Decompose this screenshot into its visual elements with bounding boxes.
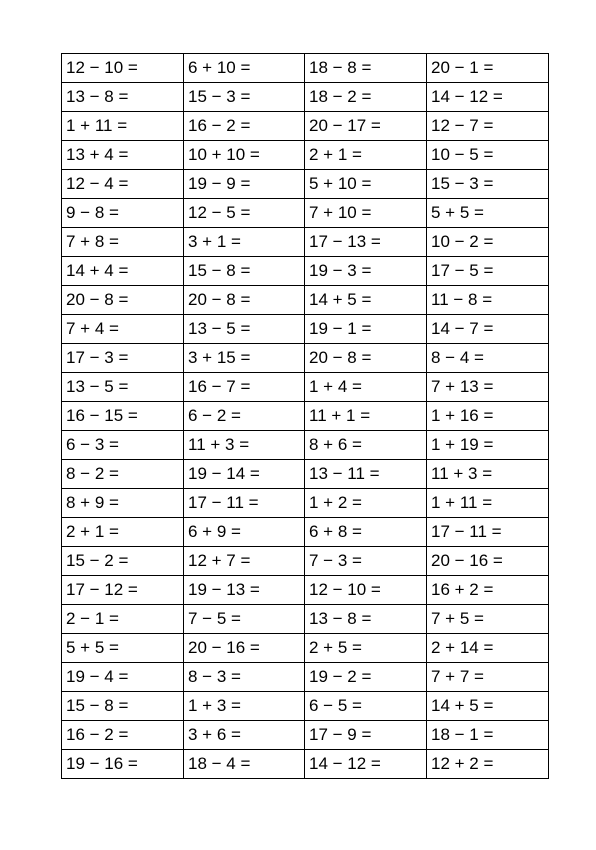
equation-cell: 17 − 3 = xyxy=(62,344,184,373)
equation-cell: 7 + 4 = xyxy=(62,315,184,344)
equation-cell: 17 − 11 = xyxy=(184,489,305,518)
equation-cell: 2 + 5 = xyxy=(305,634,427,663)
equation-cell: 12 + 7 = xyxy=(184,547,305,576)
equation-cell: 6 + 8 = xyxy=(305,518,427,547)
equation-cell: 17 − 13 = xyxy=(305,228,427,257)
worksheet-row xyxy=(62,54,549,83)
equation-cell: 7 − 3 = xyxy=(305,547,427,576)
worksheet-row xyxy=(62,141,549,170)
arithmetic-worksheet-table xyxy=(61,53,549,779)
equation-cell: 10 − 2 = xyxy=(427,228,549,257)
equation-cell: 13 − 11 = xyxy=(305,460,427,489)
equation-cell: 14 − 12 = xyxy=(305,750,427,779)
equation-cell: 11 + 3 = xyxy=(427,460,549,489)
worksheet-row xyxy=(62,634,549,663)
equation-cell: 20 − 17 = xyxy=(305,112,427,141)
equation-cell: 5 + 10 = xyxy=(305,170,427,199)
equation-cell: 10 + 10 = xyxy=(184,141,305,170)
worksheet-row xyxy=(62,692,549,721)
equation-cell: 9 − 8 = xyxy=(62,199,184,228)
equation-cell: 17 − 12 = xyxy=(62,576,184,605)
equation-cell: 14 + 5 = xyxy=(305,286,427,315)
equation-cell: 2 − 1 = xyxy=(62,605,184,634)
equation-cell: 14 − 7 = xyxy=(427,315,549,344)
worksheet-row xyxy=(62,721,549,750)
worksheet-row xyxy=(62,750,549,779)
equation-cell: 14 + 4 = xyxy=(62,257,184,286)
equation-cell: 5 + 5 = xyxy=(427,199,549,228)
worksheet-row xyxy=(62,460,549,489)
equation-cell: 1 + 4 = xyxy=(305,373,427,402)
worksheet-row xyxy=(62,402,549,431)
equation-cell: 20 − 8 = xyxy=(62,286,184,315)
equation-cell: 6 + 9 = xyxy=(184,518,305,547)
equation-cell: 2 + 14 = xyxy=(427,634,549,663)
equation-cell: 20 − 1 = xyxy=(427,54,549,83)
equation-cell: 7 + 13 = xyxy=(427,373,549,402)
worksheet-row xyxy=(62,663,549,692)
equation-cell: 16 − 15 = xyxy=(62,402,184,431)
equation-cell: 19 − 14 = xyxy=(184,460,305,489)
equation-cell: 12 − 5 = xyxy=(184,199,305,228)
worksheet-row xyxy=(62,489,549,518)
equation-cell: 19 − 9 = xyxy=(184,170,305,199)
equation-cell: 15 − 2 = xyxy=(62,547,184,576)
equation-cell: 6 − 5 = xyxy=(305,692,427,721)
equation-cell: 19 − 16 = xyxy=(62,750,184,779)
worksheet-row xyxy=(62,576,549,605)
equation-cell: 18 − 8 = xyxy=(305,54,427,83)
equation-cell: 3 + 15 = xyxy=(184,344,305,373)
equation-cell: 16 − 2 = xyxy=(184,112,305,141)
equation-cell: 15 − 3 = xyxy=(427,170,549,199)
equation-cell: 7 − 5 = xyxy=(184,605,305,634)
equation-cell: 8 − 3 = xyxy=(184,663,305,692)
equation-cell: 11 + 3 = xyxy=(184,431,305,460)
equation-cell: 7 + 10 = xyxy=(305,199,427,228)
equation-cell: 3 + 6 = xyxy=(184,721,305,750)
equation-cell: 20 − 16 = xyxy=(184,634,305,663)
worksheet-row xyxy=(62,257,549,286)
worksheet-row xyxy=(62,170,549,199)
equation-cell: 12 + 2 = xyxy=(427,750,549,779)
equation-cell: 14 − 12 = xyxy=(427,83,549,112)
equation-cell: 13 − 5 = xyxy=(184,315,305,344)
equation-cell: 20 − 16 = xyxy=(427,547,549,576)
worksheet-row xyxy=(62,112,549,141)
worksheet-row xyxy=(62,315,549,344)
equation-cell: 19 − 13 = xyxy=(184,576,305,605)
equation-cell: 6 − 3 = xyxy=(62,431,184,460)
equation-cell: 7 + 5 = xyxy=(427,605,549,634)
equation-cell: 12 − 10 = xyxy=(305,576,427,605)
equation-cell: 1 + 3 = xyxy=(184,692,305,721)
equation-cell: 1 + 19 = xyxy=(427,431,549,460)
equation-cell: 1 + 2 = xyxy=(305,489,427,518)
equation-cell: 20 − 8 = xyxy=(184,286,305,315)
equation-cell: 8 − 4 = xyxy=(427,344,549,373)
equation-cell: 8 + 9 = xyxy=(62,489,184,518)
equation-cell: 8 − 2 = xyxy=(62,460,184,489)
equation-cell: 19 − 2 = xyxy=(305,663,427,692)
equation-cell: 15 − 8 = xyxy=(184,257,305,286)
equation-cell: 5 + 5 = xyxy=(62,634,184,663)
equation-cell: 16 + 2 = xyxy=(427,576,549,605)
equation-cell: 11 − 8 = xyxy=(427,286,549,315)
equation-cell: 16 − 2 = xyxy=(62,721,184,750)
equation-cell: 17 − 5 = xyxy=(427,257,549,286)
equation-cell: 13 − 8 = xyxy=(305,605,427,634)
worksheet-row xyxy=(62,547,549,576)
worksheet-row xyxy=(62,518,549,547)
equation-cell: 18 − 2 = xyxy=(305,83,427,112)
worksheet-row xyxy=(62,373,549,402)
equation-cell: 18 − 4 = xyxy=(184,750,305,779)
equation-cell: 2 + 1 = xyxy=(62,518,184,547)
equation-cell: 7 + 8 = xyxy=(62,228,184,257)
worksheet-row xyxy=(62,431,549,460)
equation-cell: 10 − 5 = xyxy=(427,141,549,170)
worksheet-body xyxy=(62,54,549,779)
equation-cell: 15 − 8 = xyxy=(62,692,184,721)
worksheet-row xyxy=(62,199,549,228)
worksheet-row xyxy=(62,286,549,315)
equation-cell: 7 + 7 = xyxy=(427,663,549,692)
worksheet-row xyxy=(62,228,549,257)
equation-cell: 1 + 11 = xyxy=(427,489,549,518)
equation-cell: 19 − 1 = xyxy=(305,315,427,344)
equation-cell: 6 + 10 = xyxy=(184,54,305,83)
equation-cell: 3 + 1 = xyxy=(184,228,305,257)
equation-cell: 19 − 3 = xyxy=(305,257,427,286)
equation-cell: 12 − 10 = xyxy=(62,54,184,83)
equation-cell: 15 − 3 = xyxy=(184,83,305,112)
equation-cell: 6 − 2 = xyxy=(184,402,305,431)
equation-cell: 12 − 7 = xyxy=(427,112,549,141)
equation-cell: 1 + 11 = xyxy=(62,112,184,141)
equation-cell: 20 − 8 = xyxy=(305,344,427,373)
worksheet-row xyxy=(62,605,549,634)
equation-cell: 17 − 11 = xyxy=(427,518,549,547)
equation-cell: 11 + 1 = xyxy=(305,402,427,431)
equation-cell: 19 − 4 = xyxy=(62,663,184,692)
equation-cell: 12 − 4 = xyxy=(62,170,184,199)
equation-cell: 13 − 8 = xyxy=(62,83,184,112)
equation-cell: 17 − 9 = xyxy=(305,721,427,750)
equation-cell: 16 − 7 = xyxy=(184,373,305,402)
equation-cell: 13 + 4 = xyxy=(62,141,184,170)
equation-cell: 18 − 1 = xyxy=(427,721,549,750)
equation-cell: 8 + 6 = xyxy=(305,431,427,460)
equation-cell: 1 + 16 = xyxy=(427,402,549,431)
equation-cell: 13 − 5 = xyxy=(62,373,184,402)
worksheet-row xyxy=(62,83,549,112)
equation-cell: 2 + 1 = xyxy=(305,141,427,170)
worksheet-row xyxy=(62,344,549,373)
equation-cell: 14 + 5 = xyxy=(427,692,549,721)
